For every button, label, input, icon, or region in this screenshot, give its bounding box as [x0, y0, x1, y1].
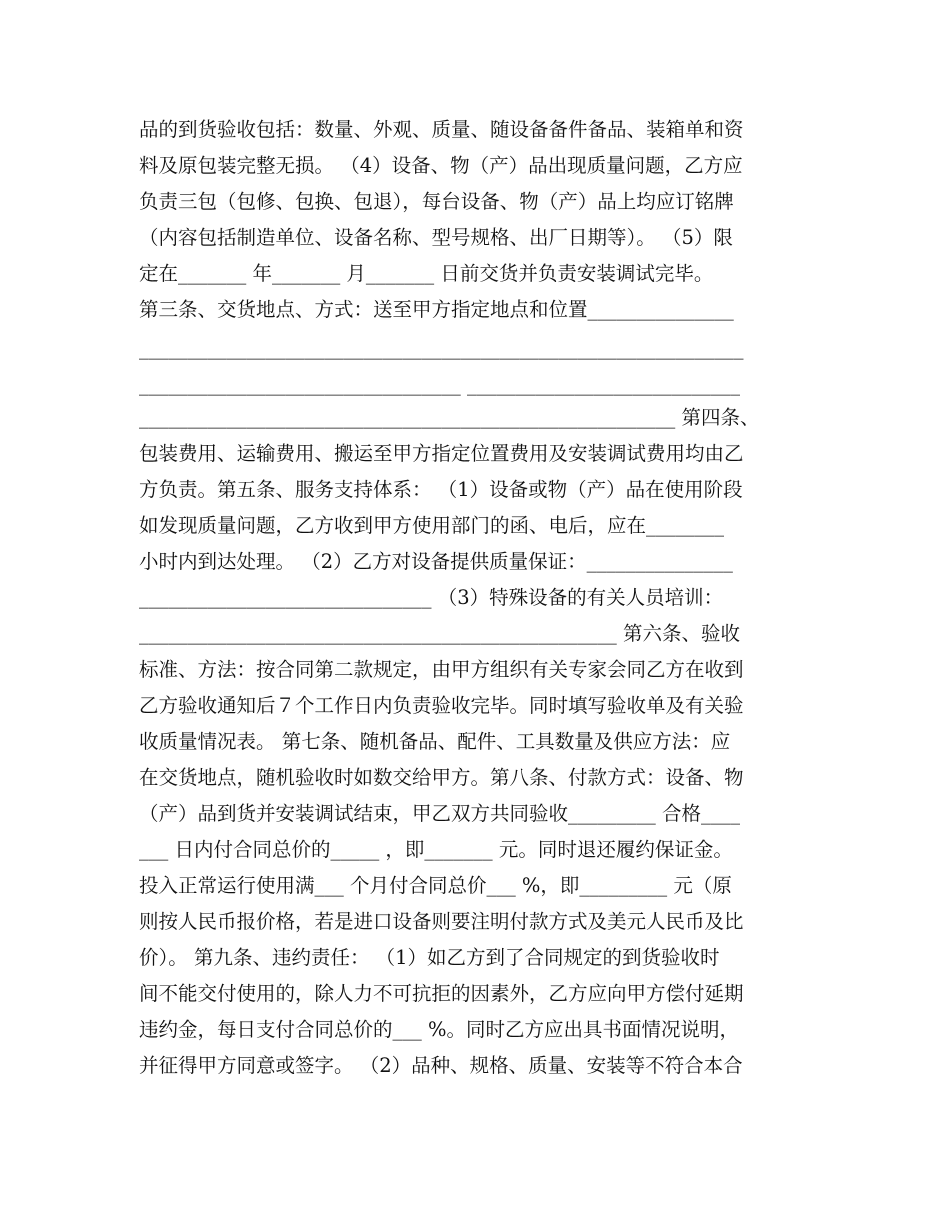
text-line: _______________________________________________________ 第四条、 — [139, 406, 760, 429]
text-line: 包装费用、运输费用、搬运至甲方指定位置费用及安装调试费用均由乙 — [139, 442, 744, 465]
text-line: 收质量情况表。 第七条、随机备品、配件、工具数量及供应方法：应 — [139, 730, 731, 753]
text-line: （内容包括制造单位、设备名称、型号规格、出厂日期等）。 （5）限 — [139, 226, 733, 249]
text-line: 料及原包装完整无损。 （4）设备、物（产）品出现质量问题，乙方应 — [139, 154, 743, 177]
text-line: _________________________________________________ 第六条、验收 — [139, 622, 740, 645]
text-line: 违约金，每日支付合同总价的___ %。同时乙方应出具书面情况说明， — [139, 1018, 739, 1041]
text-line: 并征得甲方同意或签字。 （2）品种、规格、质量、安装等不符合本合 — [139, 1054, 743, 1077]
text-line: ___ 日内付合同总价的_____ ，即_______ 元。同时退还履约保证金。 — [139, 838, 733, 861]
text-line: 负责三包（包修、包换、包退），每台设备、物（产）品上均应订铭牌 — [139, 190, 734, 213]
text-line: 方负责。第五条、服务支持体系： （1）设备或物（产）品在使用阶段 — [139, 478, 743, 501]
text-line: 品的到货验收包括：数量、外观、质量、随设备备件备品、装箱单和资 — [139, 118, 744, 141]
text-line: （产）品到货并安装调试结束，甲乙双方共同验收_________ 合格____ — [139, 802, 740, 825]
text-line: 如发现质量问题，乙方收到甲方使用部门的函、电后，应在________ — [139, 514, 725, 537]
text-line: 小时内到达处理。 （2）乙方对设备提供质量保证：_______________ — [139, 550, 733, 573]
text-line: ______________________________________________________________ — [139, 337, 744, 360]
text-line: 则按人民币报价格，若是进口设备则要注明付款方式及美元人民币及比 — [139, 910, 744, 933]
text-line: 定在_______ 年_______ 月_______ 日前交货并负责安装调试完毕。 — [139, 262, 714, 285]
text-line: 间不能交付使用的，除人力不可抗拒的因素外，乙方应向甲方偿付延期 — [139, 982, 744, 1005]
text-line: 投入正常运行使用满___ 个月付合同总价___ %，即_________ 元（原 — [139, 874, 732, 897]
text-line: 乙方验收通知后７个工作日内负责验收完毕。同时填写验收单及有关验 — [139, 694, 744, 717]
text-line: 在交货地点，随机验收时如数交给甲方。第八条、付款方式：设备、物 — [139, 766, 744, 789]
text-line: 第三条、交货地点、方式：送至甲方指定地点和位置_______________ — [139, 298, 734, 321]
text-line: ______________________________ （3）特殊设备的有关人员培训： — [139, 586, 724, 609]
text-line: 标准、方法：按合同第二款规定，由甲方组织有关专家会同乙方在收到 — [139, 658, 744, 681]
text-line: _________________________________ ____________________________ — [139, 373, 740, 396]
text-line: 价）。 第九条、违约责任： （1）如乙方到了合同规定的到货验收时 — [139, 946, 720, 969]
